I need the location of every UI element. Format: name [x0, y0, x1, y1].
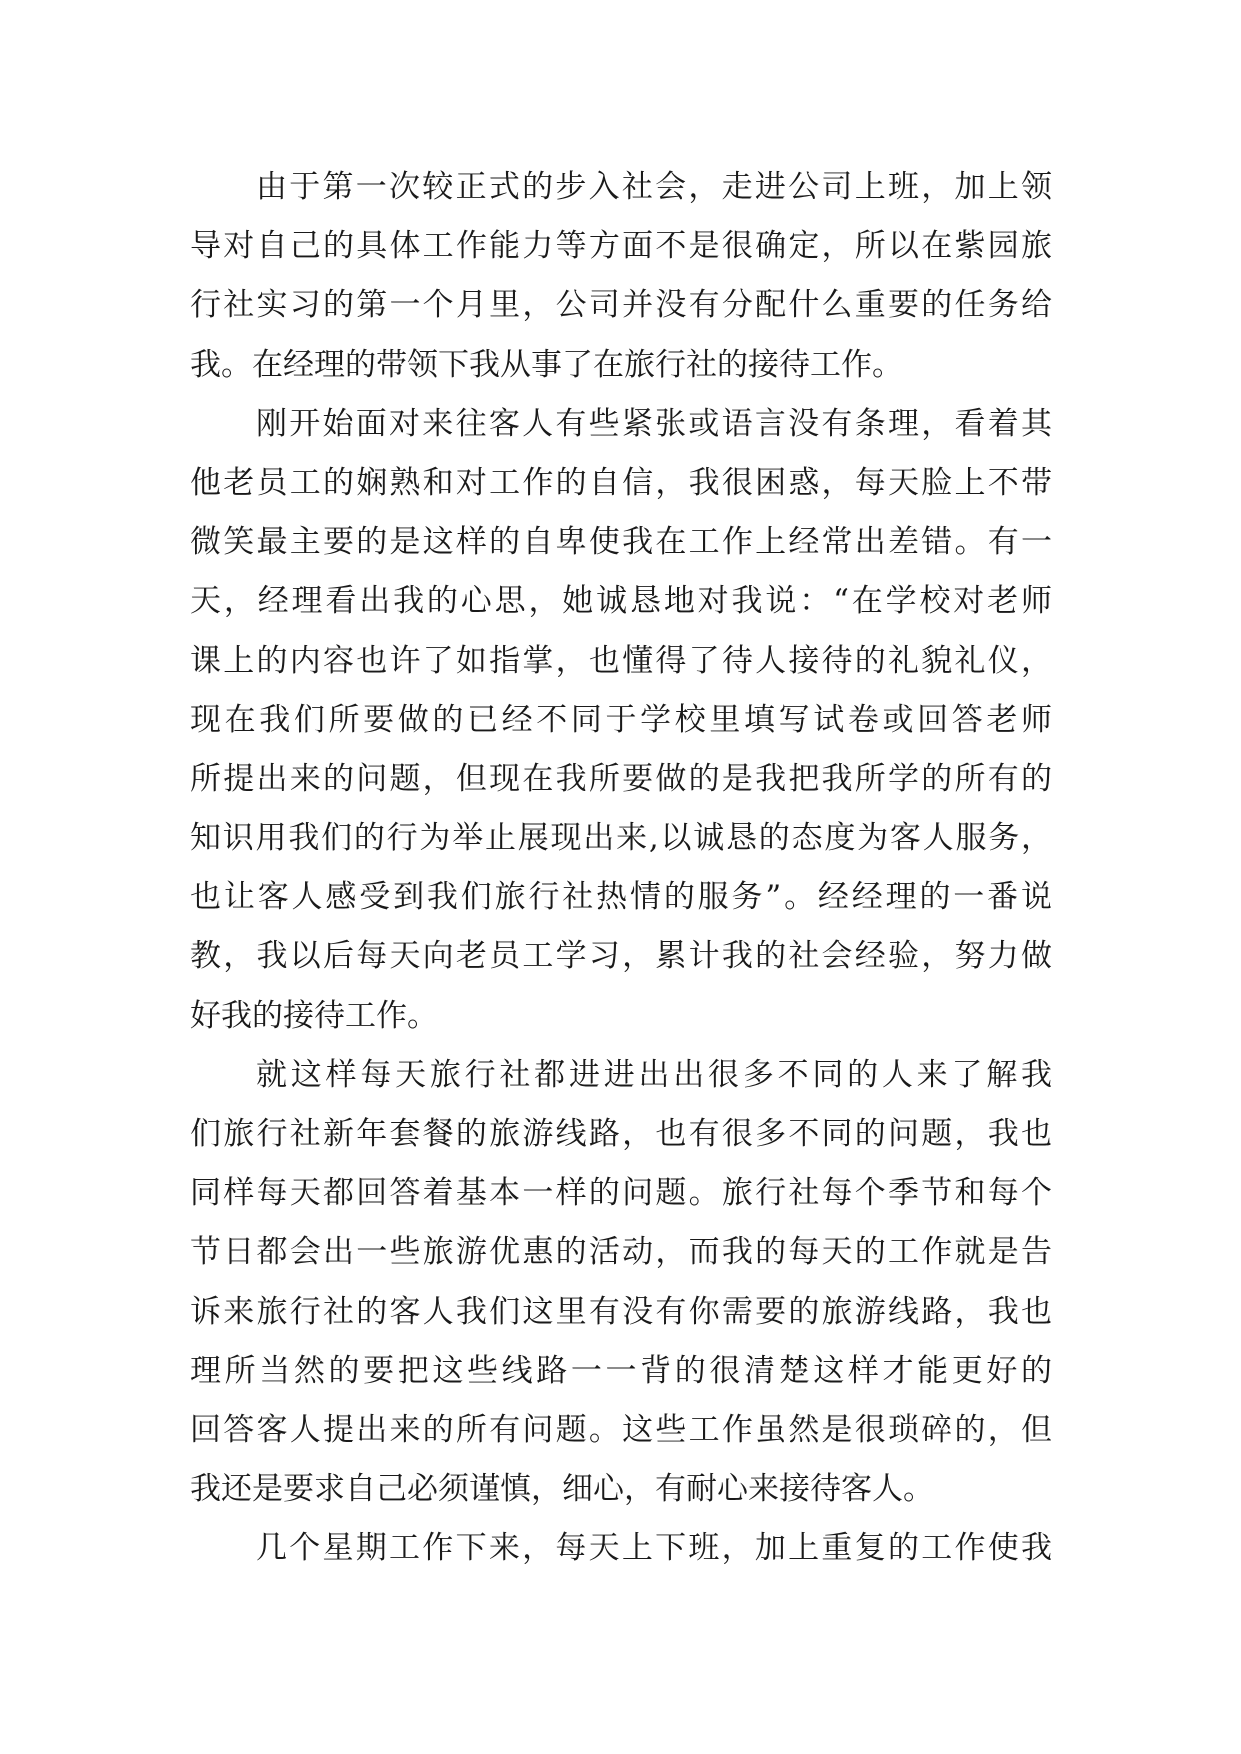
text-line: 知识用我们的行为举止展现出来,以诚恳的态度为客人服务，: [190, 820, 1052, 857]
text-line: 我还是要求自己必须谨慎，细心，有耐心来接待客人。: [190, 1471, 934, 1508]
text-line: 诉来旅行社的客人我们这里有没有你需要的旅游线路，我也: [190, 1293, 1052, 1330]
text-line: 理所当然的要把这些线路一一背的很清楚这样才能更好的: [190, 1352, 1052, 1389]
text-line: 们旅行社新年套餐的旅游线路，也有很多不同的问题，我也: [190, 1116, 1052, 1152]
text-line: 教，我以后每天向老员工学习，累计我的社会经验，努力做: [190, 938, 1052, 975]
text-line: 由于第一次较正式的步入社会，走进公司上班，加上领: [256, 169, 1052, 205]
text-line: 也让客人感受到我们旅行社热情的服务”。经经理的一番说: [190, 879, 1052, 916]
text-line: 微笑最主要的是这样的自卑使我在工作上经常出差错。有一: [190, 524, 1052, 561]
text-line: 现在我们所要做的已经不同于学校里填写试卷或回答老师: [190, 701, 1052, 738]
text-line: 他老员工的娴熟和对工作的自信，我很困惑，每天脸上不带: [190, 464, 1052, 501]
body-text: [190, 158, 1052, 1579]
text-line: 天，经理看出我的心思，她诚恳地对我说：“在学校对老师: [190, 583, 1052, 620]
text-line: 所提出来的问题，但现在我所要做的是我把我所学的所有的: [190, 760, 1052, 797]
text-line: 刚开始面对来往客人有些紧张或语言没有条理，看着其: [256, 405, 1052, 442]
text-line: 我。在经理的带领下我从事了在旅行社的接待工作。: [190, 346, 903, 383]
text-line: 行社实习的第一个月里，公司并没有分配什么重要的任务给: [190, 287, 1052, 324]
text-line: 就这样每天旅行社都进进出出很多不同的人来了解我: [256, 1056, 1052, 1093]
text-line: 节日都会出一些旅游优惠的活动，而我的每天的工作就是告: [190, 1234, 1052, 1271]
text-line: 回答客人提出来的所有问题。这些工作虽然是很琐碎的，但: [190, 1411, 1052, 1448]
text-line: 导对自己的具体工作能力等方面不是很确定，所以在紫园旅: [190, 228, 1052, 265]
text-line: 好我的接待工作。: [190, 997, 438, 1034]
text-line: 课上的内容也许了如指掌，也懂得了待人接待的礼貌礼仪，: [190, 642, 1052, 679]
text-line: 几个星期工作下来，每天上下班，加上重复的工作使我: [256, 1530, 1052, 1567]
text-line: 同样每天都回答着基本一样的问题。旅行社每个季节和每个: [190, 1175, 1052, 1212]
